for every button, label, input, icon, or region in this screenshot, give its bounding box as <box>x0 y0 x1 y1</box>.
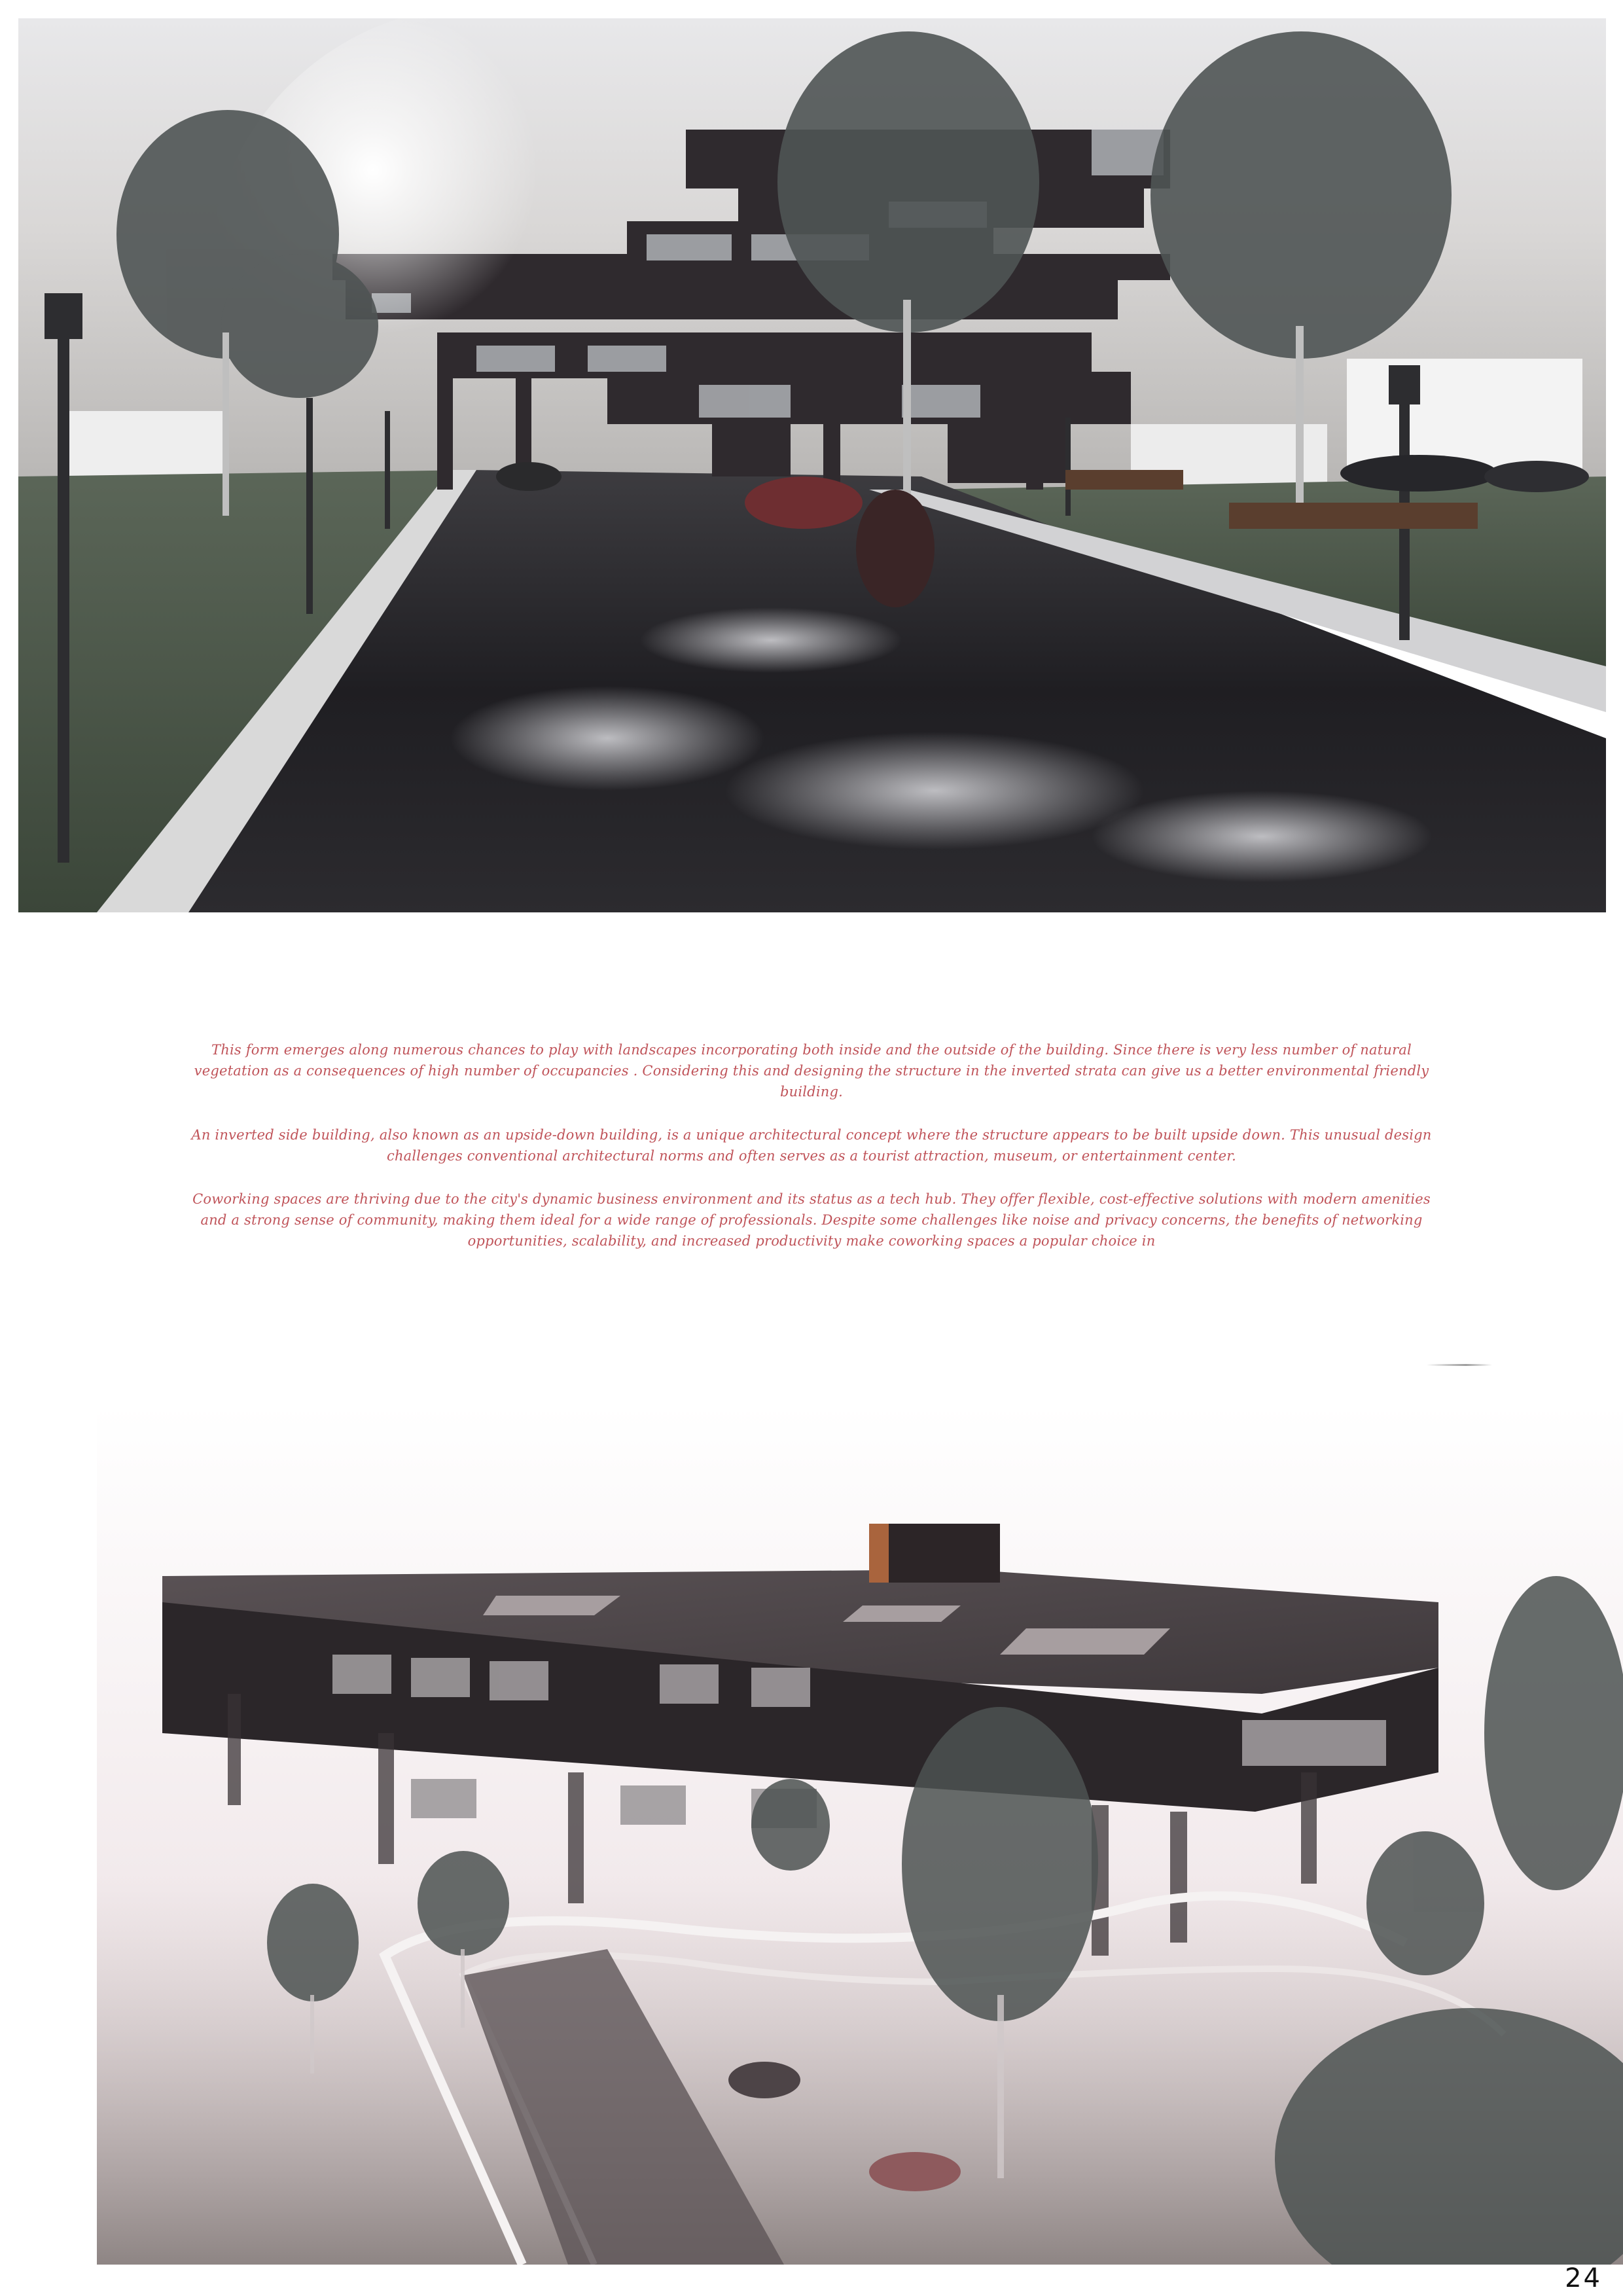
description-text-block <box>190 1039 1433 1274</box>
page-number: 24 <box>1565 2263 1602 2293</box>
bottom-aerial-render <box>97 1406 1623 2265</box>
paragraph-coworking-spaces: Coworking spaces are thriving due to the city's dynamic business environment and its status as a tech hub. They offer flexible, cost-effective solutions with modern amenities and a strong sense of community, making them ideal for a wide range of professionals. Despite some challenges like noise and privacy concerns, the benefits of networking opportunities, scalability, and increased productivity make coworking spaces a popular choice in <box>192 1191 1431 1249</box>
top-exterior-render <box>18 18 1606 912</box>
divider-mark <box>1427 1364 1492 1366</box>
paragraph-landscape-concept: This form emerges along numerous chances to play with landscapes incorporating both inside and the outside of the building. Since there is very less number of natural vegetation as a consequences of high number of occupancies . Considering this and designing the structure in the inverted strata can give us a better environmental friendly building. <box>194 1042 1429 1100</box>
paragraph-inverted-building: An inverted side building, also known as an upside-down building, is a unique architectural concept where the structure appears to be built upside down. This unusual design challenges conventional architectural norms and often serves as a tourist attraction, museum, or entertainment center. <box>191 1127 1432 1164</box>
